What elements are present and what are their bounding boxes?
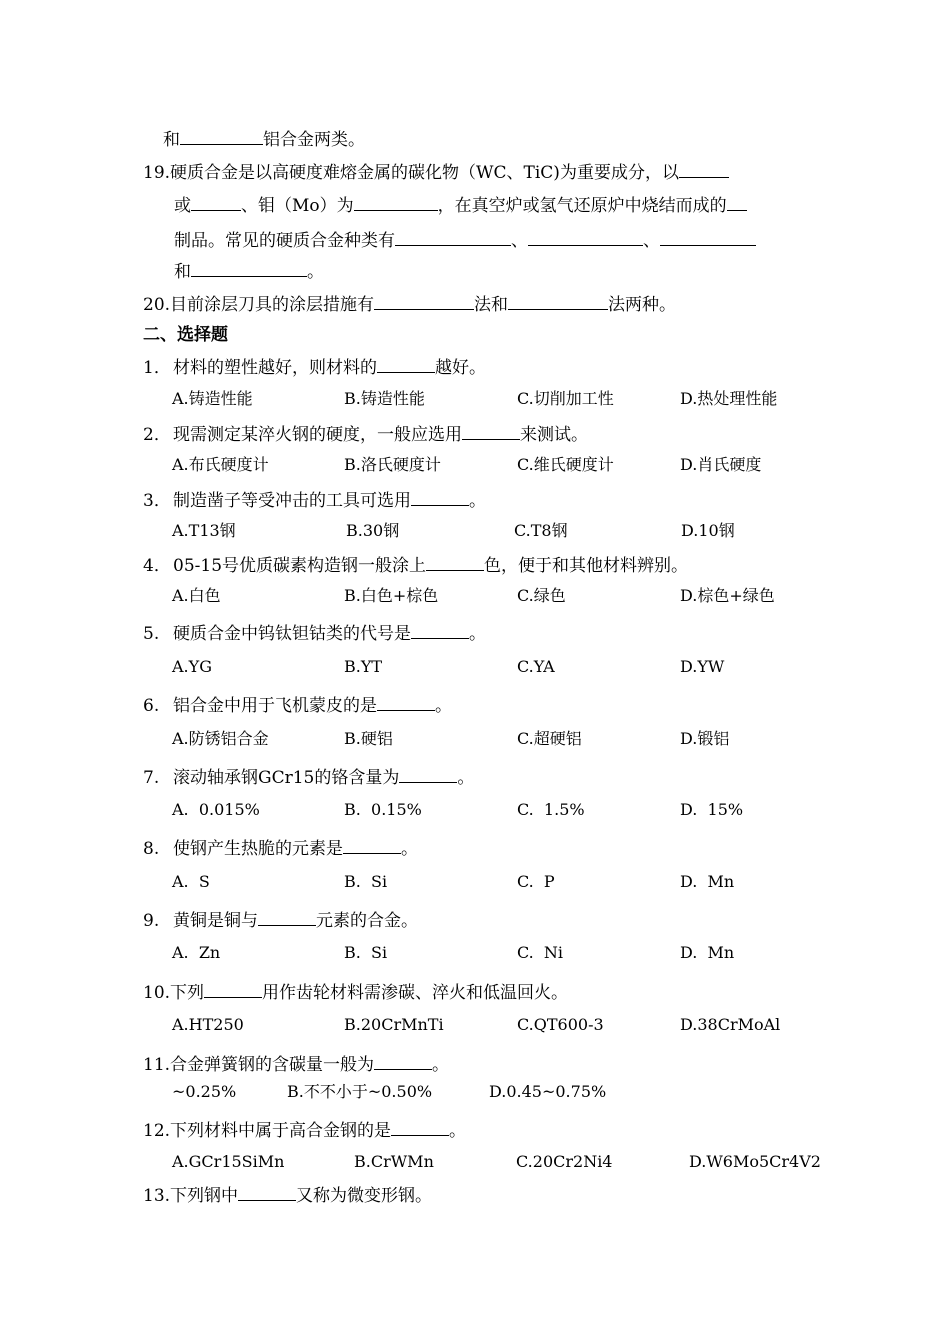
question-10 [143, 979, 568, 1005]
question-text-tail: 用作齿轮材料需渗碳、淬火和低温回火。 [262, 983, 569, 1003]
question-number: 8. [143, 839, 160, 859]
answer-blank[interactable] [399, 764, 457, 783]
option-4-3[interactable]: C.绿色 [517, 586, 566, 605]
q19-text-2a: 或 [174, 196, 191, 216]
option-1-4[interactable]: D.热处理性能 [680, 389, 778, 408]
option-8-3[interactable]: C. P [517, 872, 555, 891]
q18-text-a: 和 [163, 130, 180, 150]
question-number: 10. [143, 983, 171, 1003]
option-1-2[interactable]: B.铸造性能 [344, 389, 425, 408]
question-text: 滚动轴承钢GCr15的铬含量为 [173, 768, 400, 788]
q18-text-b: 铝合金两类。 [263, 130, 365, 150]
question-number: 13. [143, 1186, 171, 1206]
answer-blank[interactable] [343, 835, 401, 854]
fill-blank[interactable] [191, 192, 241, 211]
q19-line-4 [174, 258, 324, 284]
option-2-2[interactable]: B.洛氏硬度计 [344, 455, 441, 474]
option-7-3[interactable]: C. 1.5% [517, 800, 585, 819]
option-8-4[interactable]: D. Mn [680, 872, 735, 891]
q19-text-4a: 和 [174, 262, 191, 282]
question-number: 12. [143, 1121, 171, 1141]
answer-blank[interactable] [238, 1182, 296, 1201]
answer-blank[interactable] [411, 620, 469, 639]
option-4-2[interactable]: B.白色+棕色 [344, 586, 439, 605]
question-number: 11. [143, 1055, 171, 1075]
option-2-3[interactable]: C.维氏硬度计 [517, 455, 614, 474]
question-text: 下列 [170, 983, 205, 1003]
fill-blank[interactable] [508, 291, 608, 310]
option-12-3[interactable]: C.20Cr2Ni4 [516, 1152, 613, 1171]
question-text: 现需测定某淬火钢的硬度，一般应选用 [173, 425, 462, 445]
question-text-tail: 。 [435, 696, 452, 716]
fill-blank[interactable] [191, 258, 307, 277]
question-number: 7. [143, 768, 160, 788]
q20-text-a: 目前涂层刀具的涂层措施有 [170, 295, 375, 315]
question-3 [143, 487, 486, 513]
option-9-2[interactable]: B. Si [344, 943, 388, 962]
option-10-1[interactable]: A.HT250 [172, 1015, 244, 1034]
q19-number: 19. [143, 163, 171, 183]
question-number: 3． [143, 491, 171, 511]
question-13 [143, 1182, 432, 1208]
section-heading: 二、选择题 [143, 325, 228, 345]
question-11 [143, 1051, 449, 1077]
q19-line-3 [174, 227, 756, 253]
q20-text-b: 法和 [474, 295, 509, 315]
option-5-1[interactable]: A.YG [172, 657, 212, 676]
question-2 [143, 421, 588, 447]
answer-blank[interactable] [426, 552, 484, 571]
question-text-tail: 元素的合金。 [316, 911, 418, 931]
answer-blank[interactable] [411, 487, 469, 506]
question-text-tail: 越好。 [435, 358, 486, 378]
answer-blank[interactable] [377, 692, 435, 711]
option-3-1[interactable]: A.T13钢 [172, 521, 236, 540]
q20-line [143, 291, 676, 317]
fill-blank[interactable] [374, 291, 474, 310]
option-3-4[interactable]: D.10钢 [681, 521, 735, 540]
fill-blank[interactable] [354, 192, 438, 211]
option-10-3[interactable]: C.QT600-3 [517, 1015, 604, 1034]
fill-blank[interactable] [727, 192, 747, 211]
question-text: 下列材料中属于高合金钢的是 [170, 1121, 392, 1141]
q19-text-1: 硬质合金是以高硬度难熔金属的碳化物（WC、TiC)为重要成分，以 [170, 163, 679, 183]
option-4-4[interactable]: D.棕色+绿色 [680, 586, 775, 605]
fill-blank[interactable] [528, 227, 643, 246]
option-2-1[interactable]: A.布氏硬度计 [172, 455, 269, 474]
question-text-tail: 。 [469, 491, 486, 511]
option-6-2[interactable]: B.硬铝 [344, 729, 393, 748]
question-text-tail: 。 [432, 1055, 450, 1075]
q19-text-3c: 、 [643, 231, 660, 251]
question-text-tail: 色，便于和其他材料辨别。 [484, 556, 689, 576]
question-number: 5. [143, 624, 160, 644]
question-7 [143, 764, 474, 790]
question-number: 1． [143, 358, 171, 378]
answer-blank[interactable] [377, 354, 435, 373]
question-6 [143, 692, 452, 718]
question-text-tail: 。 [469, 624, 486, 644]
q19-line-2 [174, 192, 747, 218]
option-1-3[interactable]: C.切削加工性 [517, 389, 614, 408]
option-3-3[interactable]: C.T8钢 [514, 521, 568, 540]
option-12-1[interactable]: A.GCr15SiMn [172, 1152, 285, 1171]
question-text: 制造凿子等受冲击的工具可选用 [173, 491, 411, 511]
option-2-4[interactable]: D.肖氏硬度 [680, 455, 762, 474]
question-8 [143, 835, 418, 861]
option-7-2[interactable]: B. 0.15% [344, 800, 422, 819]
question-text-tail: 。 [401, 839, 418, 859]
option-8-2[interactable]: B. Si [344, 872, 388, 891]
question-9 [143, 907, 418, 933]
option-9-4[interactable]: D. Mn [680, 943, 735, 962]
answer-blank[interactable] [391, 1117, 449, 1136]
q19-text-2c: ，在真空炉或氢气还原炉中烧结而成的 [437, 196, 727, 216]
q19-text-4b: 。 [307, 262, 324, 282]
q18-tail-line [163, 126, 365, 152]
option-12-4[interactable]: D.W6Mo5Cr4V2 [689, 1152, 821, 1171]
question-text: 05-15号优质碳素构造钢一般涂上 [173, 556, 427, 576]
question-text: 材料的塑性越好，则材料的 [173, 358, 377, 378]
q19-text-3a: 制品。常见的硬质合金种类有 [174, 231, 395, 251]
fill-blank[interactable] [180, 126, 263, 145]
option-3-2[interactable]: B.30钢 [346, 521, 400, 540]
question-text-tail: 又称为微变形钢。 [296, 1186, 433, 1206]
question-number: 6. [143, 696, 160, 716]
option-7-1[interactable]: A. 0.015% [172, 800, 260, 819]
question-text: 黄铜是铜与 [173, 911, 258, 931]
fill-blank[interactable] [660, 227, 756, 246]
fill-blank[interactable] [395, 227, 511, 246]
question-text-tail: 。 [449, 1121, 467, 1141]
option-6-3[interactable]: C.超硬铝 [517, 729, 582, 748]
option-9-3[interactable]: C. Ni [517, 943, 564, 962]
answer-blank[interactable] [204, 979, 262, 998]
question-number: 4． [143, 556, 171, 576]
question-text: 下列钢中 [170, 1186, 239, 1206]
question-text: 使钢产生热脆的元素是 [173, 839, 343, 859]
question-number: 9. [143, 911, 160, 931]
answer-blank[interactable] [462, 421, 520, 440]
option-9-1[interactable]: A. Zn [172, 943, 221, 962]
fill-blank[interactable] [679, 159, 729, 178]
question-text-tail: 。 [457, 768, 475, 788]
question-number: 2． [143, 425, 171, 445]
option-8-1[interactable]: A. S [172, 872, 210, 891]
option-6-4[interactable]: D.锻铝 [680, 729, 730, 748]
option-11-3[interactable]: D.0.45~0.75% [489, 1082, 607, 1101]
q19-text-3b: 、 [511, 231, 528, 251]
option-10-2[interactable]: B.20CrMnTi [344, 1015, 444, 1034]
q20-number: 20. [143, 295, 171, 315]
answer-blank[interactable] [258, 907, 316, 926]
question-text: 合金弹簧钢的含碳量一般为 [170, 1055, 375, 1075]
option-12-2[interactable]: B.CrWMn [354, 1152, 434, 1171]
option-10-4[interactable]: D.38CrMoAl [680, 1015, 781, 1034]
question-5 [143, 620, 486, 646]
option-4-1[interactable]: A.白色 [172, 586, 221, 605]
option-1-1[interactable]: A.铸造性能 [172, 389, 253, 408]
q20-text-c: 法两种。 [608, 295, 677, 315]
option-11-1[interactable]: ~0.25% [172, 1082, 237, 1101]
question-4 [143, 552, 688, 578]
option-5-4[interactable]: D.YW [680, 657, 725, 676]
option-7-4[interactable]: D. 15% [680, 800, 744, 819]
answer-blank[interactable] [374, 1051, 432, 1070]
option-5-2[interactable]: B.YT [344, 657, 383, 676]
option-11-2[interactable]: B.不不小于~0.50% [287, 1082, 433, 1101]
question-text: 铝合金中用于飞机蒙皮的是 [173, 696, 377, 716]
question-text-tail: 来测试。 [520, 425, 588, 445]
q19-text-2b: 、钼（Mo）为 [241, 196, 354, 216]
question-1 [143, 354, 486, 380]
option-6-1[interactable]: A.防锈铝合金 [172, 729, 269, 748]
option-5-3[interactable]: C.YA [517, 657, 555, 676]
question-text: 硬质合金中钨钛钽钴类的代号是 [173, 624, 411, 644]
question-12 [143, 1117, 466, 1143]
q19-line-1 [143, 159, 729, 185]
